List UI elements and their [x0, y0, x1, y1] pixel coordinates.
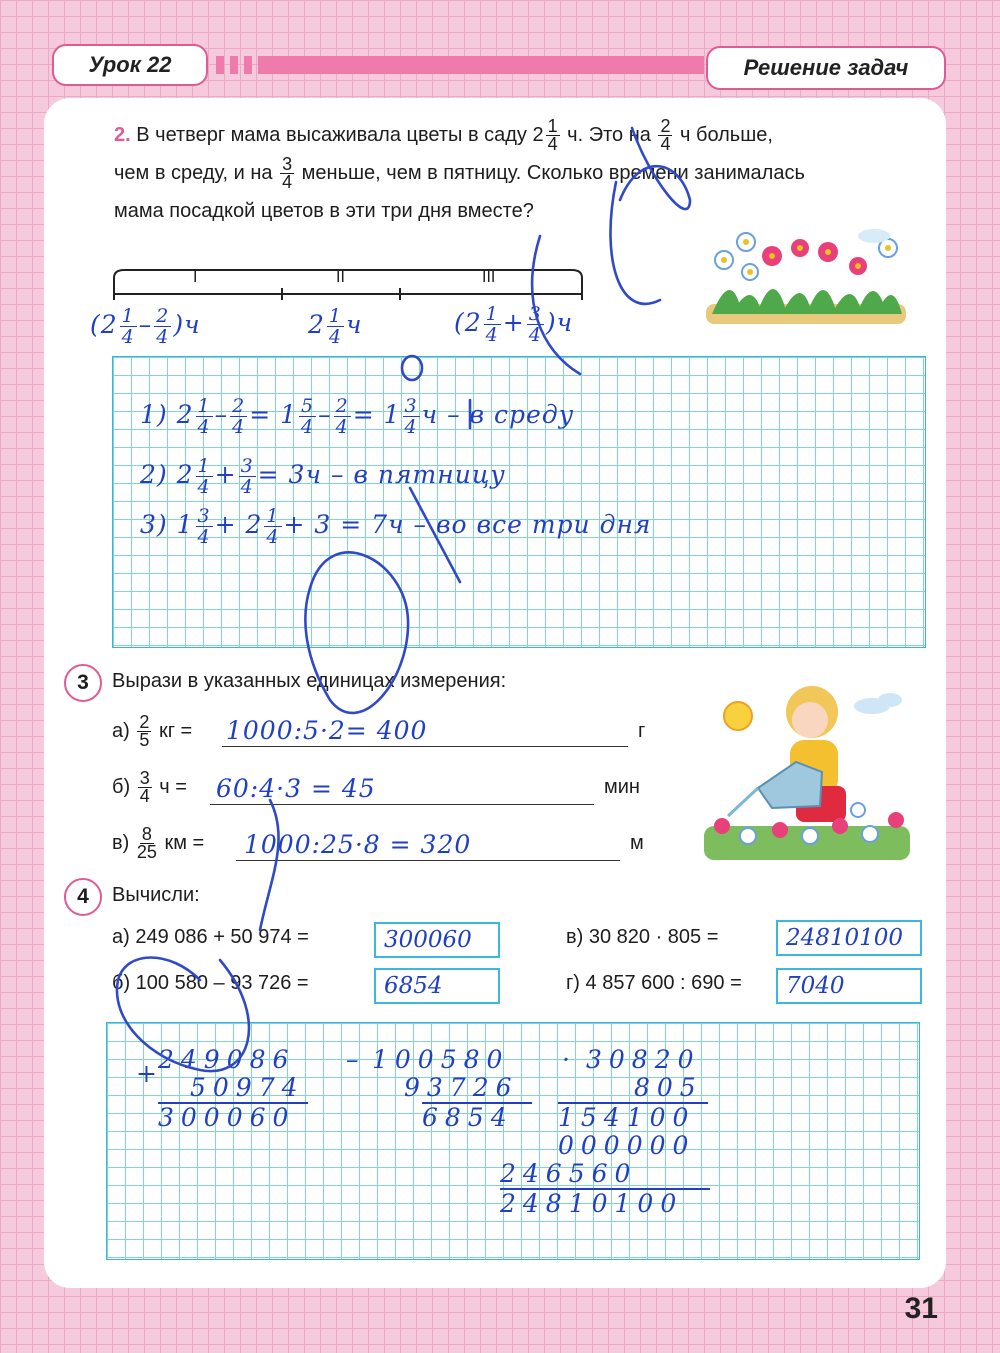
- segment-label-1: I: [193, 269, 198, 286]
- segment-label-2: II: [336, 269, 345, 286]
- task2-text-1c: ч больше,: [680, 124, 773, 146]
- solution-step-2: 2) 2 $\frac{1}{4}$ + $\frac{3}{4}$ = 3ч – в пятницу: [140, 455, 506, 498]
- page-number: 31: [904, 1292, 938, 1325]
- task4-item-a: а) 249 086 + 50 974 =: [112, 926, 309, 948]
- solution-step-1: 1) 2 $\frac{1}{4}$ – $\frac{2}{4}$ = 1 $\frac{5}{4}$ – $\frac{2}{4}$ = 1 $\frac{3}{4}$ ч – в среду: [140, 395, 575, 438]
- task4-answer-b: 6854: [384, 973, 443, 999]
- fraction: $\frac{1}{4}$: [547, 116, 558, 155]
- task3-answer-b[interactable]: 60:4·3 = 45: [216, 774, 376, 803]
- task4-title: Вычисли:: [112, 884, 200, 906]
- column-sub: – 100580 93726 6854: [346, 1046, 532, 1132]
- fraction: $\frac{2}{4}$: [660, 116, 671, 155]
- task4-number: 4: [64, 878, 102, 916]
- task4-answer-c: 24810100: [786, 925, 904, 951]
- task2-text-2a: чем в среду, и на: [114, 162, 273, 184]
- segment-label-3: III: [482, 269, 496, 286]
- segment-value-2: 2 $\frac{1}{4}$ ч: [308, 305, 363, 348]
- task3-answer-a[interactable]: 1000:5·2= 400: [226, 716, 428, 745]
- task3-unit-b: мин: [604, 776, 640, 798]
- task2-line3: мама посадкой цветов в эти три дня вместе?: [114, 200, 534, 222]
- task4-item-d: г) 4 857 600 : 690 =: [566, 972, 742, 994]
- lesson-label: Урок 22: [52, 44, 208, 86]
- solution-step-3: 3) 1 $\frac{3}{4}$ + 2 $\frac{1}{4}$ + 3 = 7ч – во все три дня: [140, 505, 652, 548]
- column-mul: · 30820 805 154100 000000 246560 24810100: [494, 1046, 710, 1218]
- task4-answer-a: 300060: [384, 927, 472, 953]
- task3-answer-c[interactable]: 1000:25·8 = 320: [244, 830, 472, 859]
- task2-text-1b: ч. Это на: [567, 124, 651, 146]
- task3-unit-a: г: [638, 720, 646, 742]
- task2-number: 2.: [114, 124, 131, 146]
- segment-value-3: (2 $\frac{1}{4}$ + $\frac{3}{4}$ )ч: [454, 303, 574, 346]
- task4-answer-d: 7040: [786, 973, 845, 999]
- task2-text-2b: меньше, чем в пятницу. Сколько времени занималась: [301, 162, 805, 184]
- fraction: $\frac{3}{4}$: [282, 154, 293, 193]
- task3-item-c: в) $\frac{8}{25}$ км =: [112, 824, 205, 863]
- task3-number: 3: [64, 664, 102, 702]
- task3-item-b: б) $\frac{3}{4}$ ч =: [112, 768, 187, 807]
- task4-item-c: в) 30 820 · 805 =: [566, 926, 719, 948]
- topic-label: Решение задач: [706, 46, 946, 90]
- task2-text-1a: В четверг мама высаживала цветы в саду 2: [136, 124, 544, 146]
- task3-unit-c: м: [630, 832, 644, 854]
- task3-title: Вырази в указанных единицах измерения:: [112, 670, 507, 692]
- segment-value-1: (2 $\frac{1}{4}$ – $\frac{2}{4}$ )ч: [90, 305, 201, 348]
- task4-item-b: б) 100 580 – 93 726 =: [112, 972, 309, 994]
- column-add: + 249086 50974 300060: [136, 1046, 308, 1132]
- task3-item-a: а) $\frac{2}{5}$ кг =: [112, 712, 193, 751]
